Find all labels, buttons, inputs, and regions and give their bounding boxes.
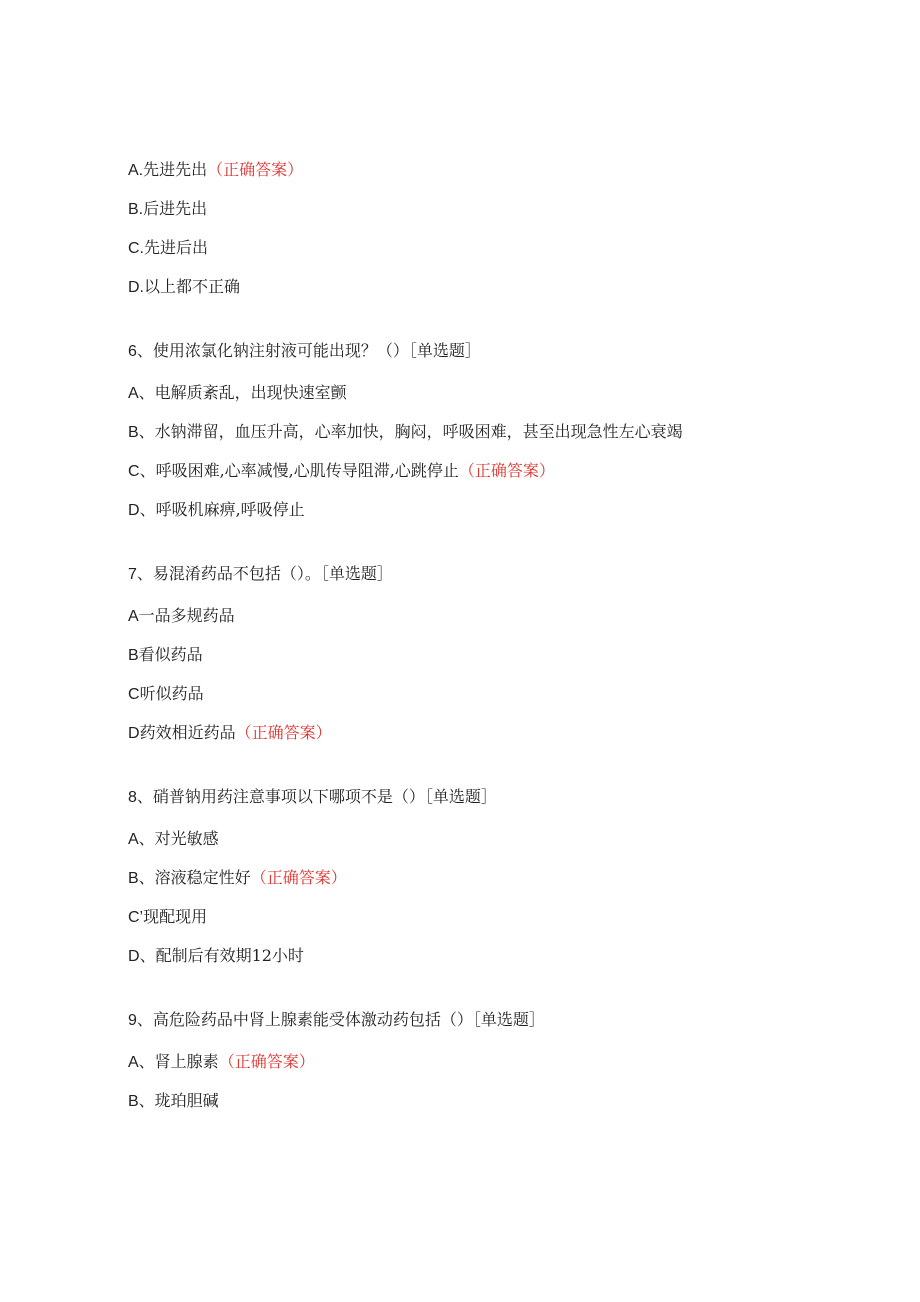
question-text: 、高危险药品中肾上腺素能受体激动药包括（）［单选题］	[136, 1010, 545, 1029]
option-line	[128, 276, 240, 299]
option-text: 看似药品	[138, 645, 203, 664]
correct-answer-marker: （正确答案）	[458, 461, 555, 480]
option-line	[128, 1090, 219, 1113]
option-line	[128, 644, 203, 667]
option-text: 、呼吸困难,心率减慢,心肌传导阻滞,心跳停止	[139, 461, 459, 480]
correct-answer-marker: （正确答案）	[218, 1052, 315, 1071]
option-text: 、对光敏感	[138, 829, 219, 848]
option-text: 、肾上腺素	[138, 1052, 219, 1071]
option-label: A	[128, 608, 139, 625]
option-text: 一品多规药品	[138, 606, 235, 625]
option-label: D	[128, 725, 140, 742]
correct-answer-marker: （正确答案）	[235, 723, 332, 742]
option-line	[128, 198, 207, 221]
option-label: D.	[128, 279, 144, 296]
option-line	[128, 605, 235, 628]
option-label: B	[128, 647, 139, 664]
question-text: 、硝普钠用药注意事项以下哪项不是（）［单选题］	[136, 787, 497, 806]
option-label: A	[128, 385, 139, 402]
option-label: B.	[128, 201, 144, 218]
option-line	[128, 1051, 315, 1074]
option-text: 、电解质紊乱，出现快速室颤	[138, 383, 347, 402]
option-label: C	[128, 463, 140, 480]
option-label: B	[128, 870, 139, 887]
question-line	[128, 1009, 545, 1032]
option-line	[128, 906, 207, 929]
option-text: 现配现用	[143, 907, 208, 926]
option-line	[128, 382, 347, 405]
correct-answer-marker: （正确答案）	[207, 160, 304, 179]
question-line	[128, 563, 393, 586]
option-text: 、珑珀胆碱	[138, 1091, 219, 1110]
option-line	[128, 722, 332, 745]
option-label: B	[128, 424, 139, 441]
option-text: 后进先出	[143, 199, 208, 218]
question-text: 、使用浓氯化钠注射液可能出现？（）［单选题］	[136, 341, 481, 360]
question-number: 6	[128, 343, 137, 360]
option-text: 药效相近药品	[139, 723, 236, 742]
option-label: A.	[128, 162, 144, 179]
option-text: 、水钠滞留，血压升高，心率加快，胸闷，呼吸困难，甚至出现急性左心衰竭	[138, 422, 683, 441]
option-label: C.	[128, 240, 144, 257]
option-line	[128, 867, 347, 890]
option-line	[128, 683, 204, 706]
option-text: 、配制后有效期12小时	[139, 946, 304, 965]
option-text: 先进后出	[144, 238, 209, 257]
option-label: C	[128, 686, 140, 703]
option-label: A	[128, 1054, 139, 1071]
option-line	[128, 499, 305, 522]
question-number: 7	[128, 566, 137, 583]
option-text: 、溶液稳定性好	[138, 868, 251, 887]
option-text: 以上都不正确	[144, 277, 241, 296]
option-text: 先进先出	[143, 160, 208, 179]
correct-answer-marker: （正确答案）	[250, 868, 347, 887]
option-line	[128, 945, 304, 968]
option-label: A	[128, 831, 139, 848]
option-label: D	[128, 948, 140, 965]
option-label: C’	[128, 909, 144, 926]
question-line	[128, 786, 497, 809]
option-label: B	[128, 1093, 139, 1110]
question-line	[128, 340, 481, 363]
option-line	[128, 421, 683, 444]
option-line	[128, 159, 303, 182]
question-number: 8	[128, 789, 137, 806]
option-line	[128, 460, 555, 483]
option-line	[128, 237, 208, 260]
question-number: 9	[128, 1012, 137, 1029]
option-line	[128, 828, 219, 851]
option-label: D	[128, 502, 140, 519]
option-text: 、呼吸机麻痹,呼吸停止	[139, 500, 305, 519]
option-text: 听似药品	[139, 684, 204, 703]
question-text: 、易混淆药品不包括（）。［单选题］	[136, 564, 393, 583]
